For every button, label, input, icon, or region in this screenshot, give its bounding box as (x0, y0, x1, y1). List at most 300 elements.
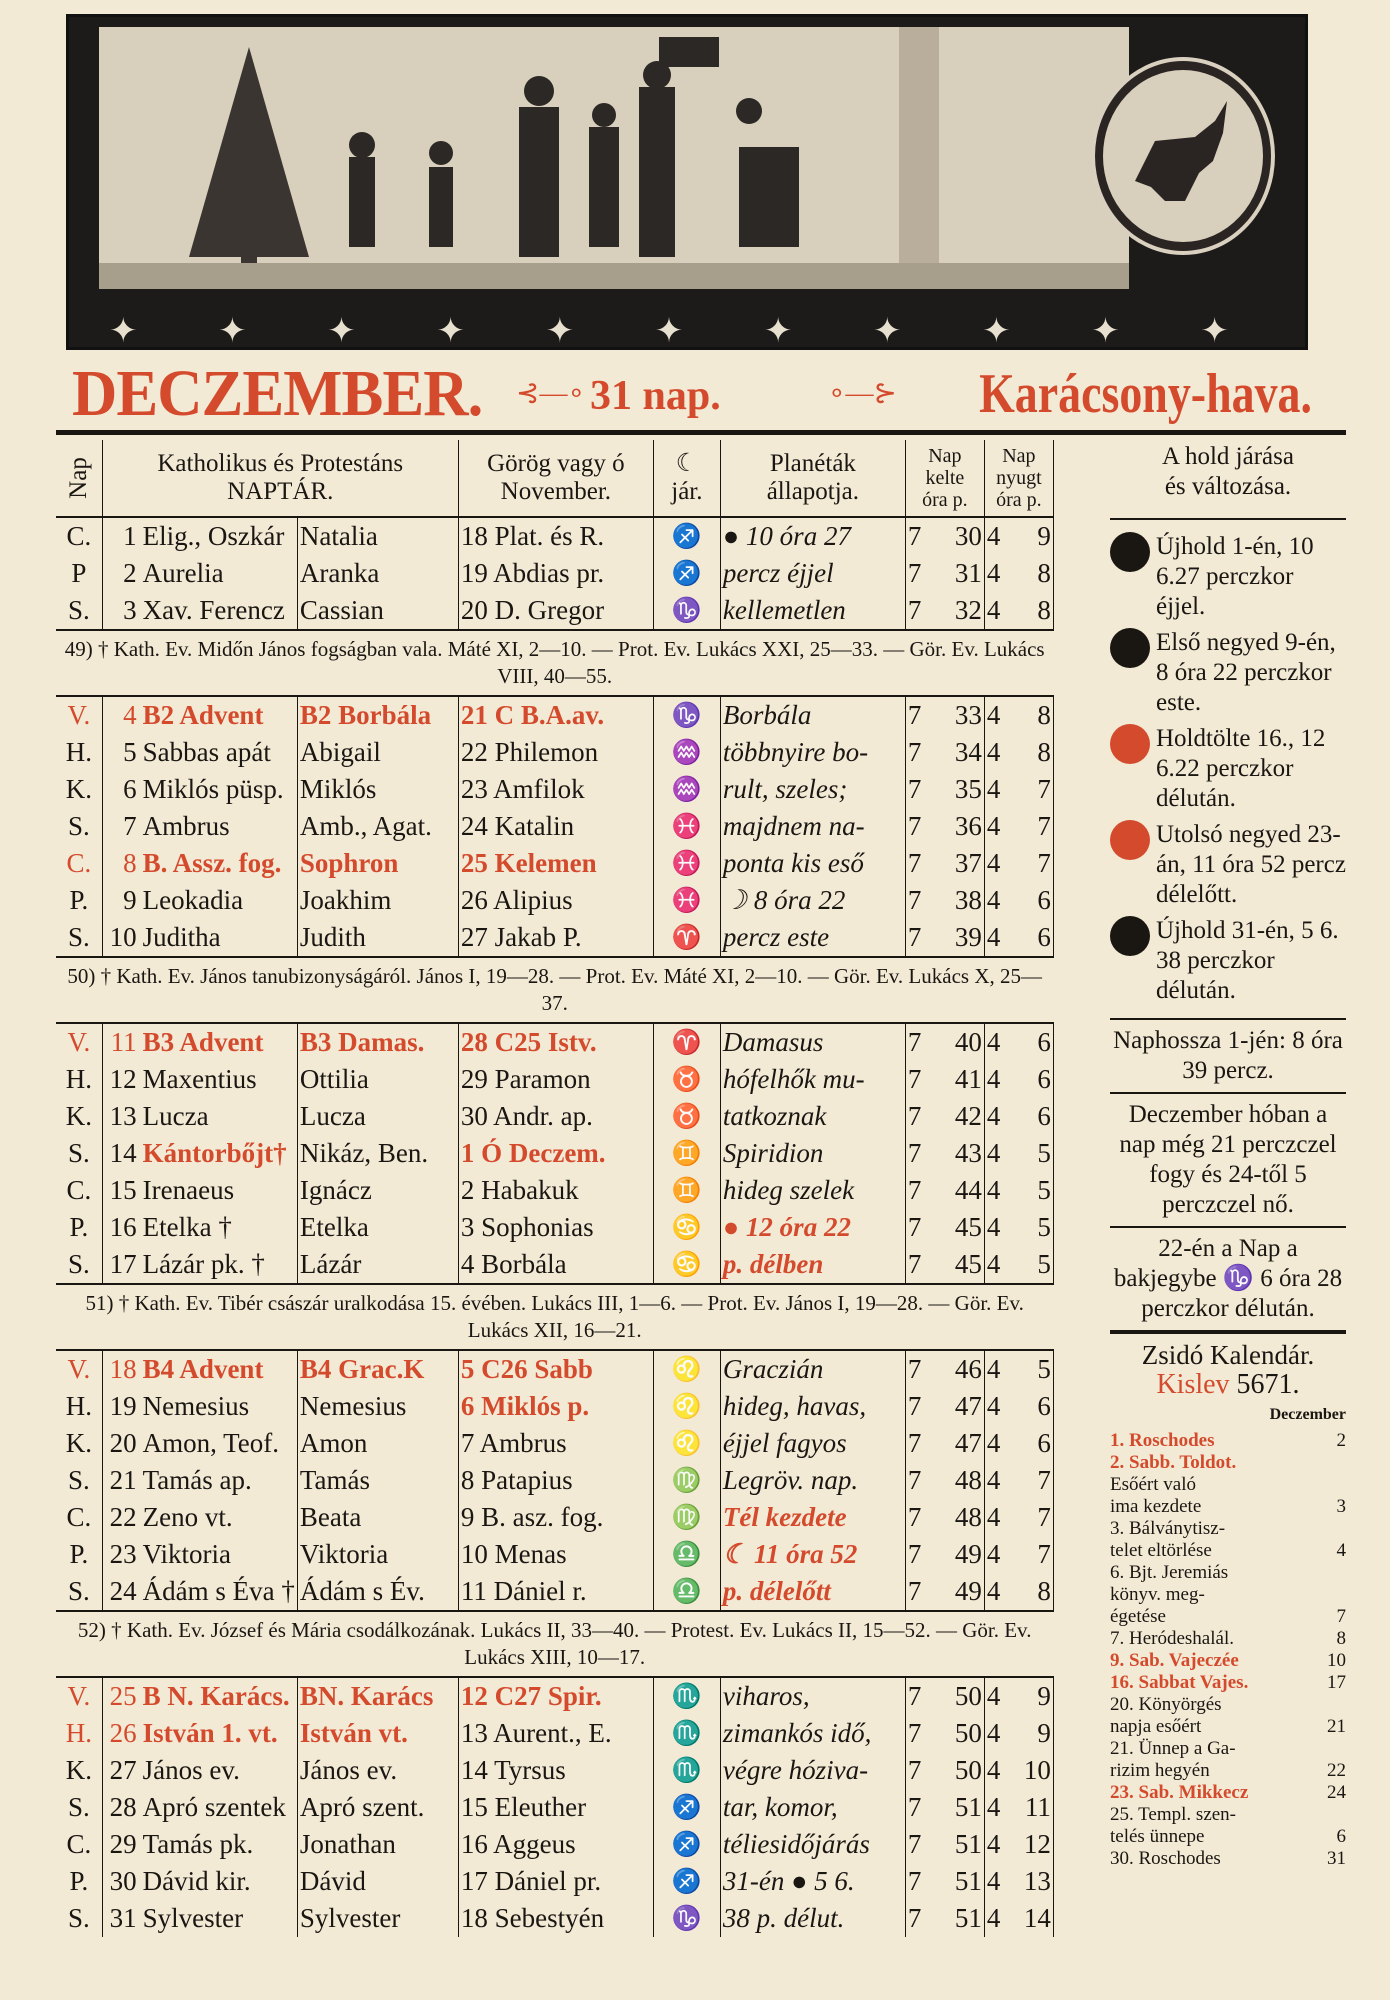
greek-cell: 16 Aggeus (458, 1826, 653, 1863)
protestant-cell: Nikáz, Ben. (297, 1135, 458, 1172)
table-row (56, 696, 1053, 734)
jewish-day: 4 (1336, 1540, 1346, 1561)
sunset-hour: 4 (984, 1209, 1019, 1246)
catholic-name: Tamás pk. (142, 1829, 254, 1859)
jewish-event: 1. Roschodes (1110, 1430, 1215, 1451)
table-row (56, 1350, 1053, 1388)
protestant-cell: Amb., Agat. (297, 808, 458, 845)
day-number: 2 (123, 558, 137, 588)
sunset-hour: 4 (984, 1462, 1019, 1499)
greek-cell: 24 Katalin (458, 808, 653, 845)
catholic-cell (102, 1462, 297, 1499)
weekday-cell: S. (56, 919, 102, 957)
protestant-cell: Miklós (297, 771, 458, 808)
planet-cell: Legröv. nap. (720, 1462, 905, 1499)
moon-phase-text: Újhold 1-én, 10 6.27 perczkor éjjel. (1156, 533, 1314, 620)
sunrise-hour: 7 (905, 1573, 940, 1611)
catholic-cell (102, 771, 297, 808)
gospel-note: 50) † Kath. Ev. János tanubizonyságáról. János I, 19—28. — Prot. Ev. Máté XI, 2—10. — Gör. Ev. Lukács X, 25—37. (56, 957, 1053, 1023)
col-planetak: Planéták állapotja. (720, 440, 905, 517)
catholic-name: Ádám s Éva † (142, 1576, 295, 1606)
moon-phase-list (1110, 520, 1346, 1020)
planet-cell: zimankós idő, (720, 1715, 905, 1752)
moon-phase-header (1110, 440, 1346, 520)
jewish-event: 3. Bálványtisz- (1110, 1518, 1226, 1539)
star-icon: ✦ (327, 313, 356, 350)
sunrise-min: 32 (954, 595, 982, 625)
gospel-note-row (56, 1611, 1053, 1677)
jewish-event: telés ünnepe (1110, 1826, 1205, 1847)
moon-phase-text: Első negyed 9-én, 8 óra 22 perczkor este. (1156, 629, 1336, 716)
sunrise-hour: 7 (905, 808, 940, 845)
sunset-hour: 4 (984, 1677, 1019, 1715)
jewish-day: 31 (1327, 1848, 1346, 1869)
protestant-cell: Ignácz (297, 1172, 458, 1209)
day-number: 19 (109, 1391, 137, 1421)
sunset-hour: 4 (984, 517, 1019, 555)
sunset-min: 9 (1019, 1715, 1054, 1752)
zodiac-icon: ♈ (653, 919, 720, 957)
sunset-hour: 4 (984, 1499, 1019, 1536)
sunrise-hour: 7 (905, 1135, 940, 1172)
catholic-name: Etelka † (142, 1212, 232, 1242)
jewish-list-item (1110, 1606, 1346, 1628)
jewish-list-item (1110, 1848, 1346, 1870)
greek-cell: 11 Dániel r. (458, 1573, 653, 1611)
sunrise-hour: 7 (905, 1023, 940, 1061)
sunset-min: 7 (1019, 808, 1054, 845)
day-number: 4 (123, 700, 137, 730)
greek-cell: 2 Habakuk (458, 1172, 653, 1209)
catholic-name: B3 Advent (142, 1027, 264, 1057)
sunrise-hour: 7 (905, 919, 940, 957)
sunrise-hour: 7 (905, 1172, 940, 1209)
protestant-cell: Amon (297, 1425, 458, 1462)
protestant-cell: Cassian (297, 592, 458, 630)
sunset-min: 8 (1019, 1573, 1054, 1611)
sunrise-hour: 7 (905, 734, 940, 771)
zodiac-icon: ♓ (653, 845, 720, 882)
planet-cell: téliesidőjárás (720, 1826, 905, 1863)
sunrise-min: 33 (954, 700, 982, 730)
protestant-cell: B2 Borbála (297, 696, 458, 734)
jewish-event: 25. Templ. szen- (1110, 1804, 1237, 1825)
jewish-day: 22 (1327, 1760, 1346, 1781)
protestant-cell: Lázár (297, 1246, 458, 1284)
sunset-hour: 4 (984, 696, 1019, 734)
jewish-list-item (1110, 1584, 1346, 1606)
zodiac-icon: ♐ (653, 517, 720, 555)
sunset-min: 9 (1019, 1677, 1054, 1715)
sunset-hour: 4 (984, 1135, 1019, 1172)
sunrise-min: 45 (954, 1249, 982, 1279)
greek-cell: 6 Miklós p. (458, 1388, 653, 1425)
sunset-min: 8 (1019, 696, 1054, 734)
sunset-min: 8 (1019, 555, 1054, 592)
zodiac-icon: ♋ (653, 1209, 720, 1246)
sunrise-hour: 7 (905, 1061, 940, 1098)
solstice-note: 22-én a Nap a bakjegybe ♑ 6 óra 28 perczkor délután. (1110, 1228, 1346, 1334)
catholic-cell (102, 1350, 297, 1388)
sunset-hour: 4 (984, 808, 1019, 845)
jewish-day: 17 (1327, 1672, 1346, 1693)
zodiac-icon: ♊ (653, 1135, 720, 1172)
catholic-name: Apró szentek (142, 1792, 286, 1822)
catholic-name: Amon, Teof. (142, 1428, 280, 1458)
planet-cell: éjjel fagyos (720, 1425, 905, 1462)
greek-cell: 29 Paramon (458, 1061, 653, 1098)
sunset-min: 7 (1019, 845, 1054, 882)
catholic-name: Sabbas apát (142, 737, 271, 767)
catholic-name: Sylvester (142, 1903, 244, 1933)
moon-phase-item (1110, 532, 1346, 622)
greek-cell: 25 Kelemen (458, 845, 653, 882)
jewish-day: 6 (1336, 1826, 1346, 1847)
sunrise-hour: 7 (905, 1246, 940, 1284)
jewish-list-item (1110, 1650, 1346, 1672)
sunrise-hour: 7 (905, 696, 940, 734)
zodiac-icon: ♏ (653, 1715, 720, 1752)
col-gorog: Görög vagy ó November. (458, 440, 653, 517)
protestant-cell: Apró szent. (297, 1789, 458, 1826)
planet-cell: Tél kezdete (720, 1499, 905, 1536)
protestant-cell: Nemesius (297, 1388, 458, 1425)
moon-phase-icon (1110, 532, 1150, 572)
planet-cell: hófelhők mu- (720, 1061, 905, 1098)
greek-cell: 4 Borbála (458, 1246, 653, 1284)
month-title-row (72, 356, 1312, 430)
zodiac-icon: ♐ (653, 1863, 720, 1900)
col-sunset: Nap nyugt óra p. (984, 440, 1053, 517)
sunrise-hour: 7 (905, 1752, 940, 1789)
sunrise-min: 49 (954, 1576, 982, 1606)
jewish-list-item (1110, 1738, 1346, 1760)
jewish-event: Esőért való (1110, 1474, 1197, 1495)
star-row (109, 315, 1229, 349)
sunset-min: 14 (1019, 1900, 1054, 1937)
catholic-cell (102, 555, 297, 592)
sunrise-hour: 7 (905, 845, 940, 882)
days-count: 31 nap. (590, 373, 721, 419)
weekday-cell: C. (56, 1826, 102, 1863)
table-row (56, 1061, 1053, 1098)
day-number: 9 (123, 885, 137, 915)
weekday-cell: V. (56, 1677, 102, 1715)
capricorn-medallion (1091, 57, 1275, 255)
table-row (56, 1752, 1053, 1789)
catholic-cell (102, 1499, 297, 1536)
sunrise-min: 51 (954, 1903, 982, 1933)
star-icon: ✦ (872, 313, 902, 350)
jewish-list (1110, 1430, 1346, 1870)
planet-cell: hideg szelek (720, 1172, 905, 1209)
sunset-hour: 4 (984, 734, 1019, 771)
weekday-cell: S. (56, 1573, 102, 1611)
star-icon: ✦ (436, 313, 465, 350)
planet-cell: kellemetlen (720, 592, 905, 630)
gospel-note-row (56, 957, 1053, 1023)
planet-cell: p. délben (720, 1246, 905, 1284)
table-row (56, 1388, 1053, 1425)
sunrise-min: 51 (954, 1792, 982, 1822)
zodiac-icon: ♏ (653, 1677, 720, 1715)
sunrise-min: 38 (954, 885, 982, 915)
jewish-day: 10 (1327, 1650, 1346, 1671)
sunset-hour: 4 (984, 1023, 1019, 1061)
zodiac-icon: ♑ (653, 696, 720, 734)
planet-cell: rult, szeles; (720, 771, 905, 808)
table-row (56, 1789, 1053, 1826)
table-row (56, 1826, 1053, 1863)
greek-cell: 21 C B.A.av. (458, 696, 653, 734)
protestant-cell: Etelka (297, 1209, 458, 1246)
table-row (56, 517, 1053, 555)
catholic-name: Viktoria (142, 1539, 232, 1569)
table-row (56, 734, 1053, 771)
sunrise-hour: 7 (905, 1462, 940, 1499)
jewish-list-item (1110, 1628, 1346, 1650)
catholic-name: Xav. Ferencz (142, 595, 285, 625)
day-number: 29 (109, 1829, 137, 1859)
month-title: DECZEMBER. (72, 357, 483, 430)
weekday-cell: P. (56, 882, 102, 919)
star-icon: ✦ (1200, 313, 1229, 350)
sunset-hour: 4 (984, 919, 1019, 957)
catholic-cell (102, 1246, 297, 1284)
greek-cell: 1 Ó Deczem. (458, 1135, 653, 1172)
jewish-list-item (1110, 1716, 1346, 1738)
sunrise-min: 50 (954, 1718, 982, 1748)
sunset-min: 6 (1019, 919, 1054, 957)
sidebar-subtitle: és változása. (1164, 473, 1292, 500)
sunset-hour: 4 (984, 1061, 1019, 1098)
jewish-list-item (1110, 1826, 1346, 1848)
day-number: 17 (109, 1249, 137, 1279)
sunrise-hour: 7 (905, 592, 940, 630)
zodiac-icon: ♌ (653, 1350, 720, 1388)
planet-cell: p. délelőtt (720, 1573, 905, 1611)
catholic-name: Irenaeus (142, 1175, 235, 1205)
planet-cell: Borbála (720, 696, 905, 734)
protestant-cell: Ottilia (297, 1061, 458, 1098)
jewish-event: 30. Roschodes (1110, 1848, 1221, 1869)
zodiac-icon: ♉ (653, 1061, 720, 1098)
weekday-cell: V. (56, 696, 102, 734)
planet-cell: többnyire bo- (720, 734, 905, 771)
moon-phase-item (1110, 628, 1346, 718)
day-number: 10 (109, 922, 137, 952)
sunset-hour: 4 (984, 1388, 1019, 1425)
catholic-name: Nemesius (142, 1391, 250, 1421)
jewish-list-item (1110, 1540, 1346, 1562)
catholic-name: Ambrus (142, 811, 230, 841)
jewish-month: Kislev (1156, 1369, 1230, 1400)
sunset-hour: 4 (984, 771, 1019, 808)
table-row (56, 1172, 1053, 1209)
catholic-cell (102, 1061, 297, 1098)
jewish-event: könyv. meg- (1110, 1584, 1205, 1605)
day-number: 24 (109, 1576, 137, 1606)
protestant-cell: Viktoria (297, 1536, 458, 1573)
day-number: 22 (109, 1502, 137, 1532)
catholic-name: Leokadia (142, 885, 244, 915)
greek-cell: 20 D. Gregor (458, 592, 653, 630)
sunset-min: 10 (1019, 1752, 1054, 1789)
weekday-cell: H. (56, 1388, 102, 1425)
protestant-cell: Natalia (297, 517, 458, 555)
jewish-day: 21 (1327, 1716, 1346, 1737)
weekday-cell: P. (56, 1209, 102, 1246)
sunset-min: 6 (1019, 1425, 1054, 1462)
sunrise-hour: 7 (905, 1677, 940, 1715)
jewish-event: napja esőért (1110, 1716, 1202, 1737)
jewish-calendar-title: Zsidó Kalendár. (1141, 1340, 1315, 1370)
day-number: 14 (109, 1138, 137, 1168)
sunset-hour: 4 (984, 1172, 1019, 1209)
protestant-cell: Sylvester (297, 1900, 458, 1937)
catholic-name: B N. Karács. (142, 1681, 290, 1711)
zodiac-icon: ♐ (653, 1789, 720, 1826)
zodiac-icon: ♈ (653, 1023, 720, 1061)
sunset-min: 6 (1019, 1388, 1054, 1425)
catholic-cell (102, 1677, 297, 1715)
planet-cell: Graczián (720, 1350, 905, 1388)
catholic-cell (102, 1863, 297, 1900)
weekday-cell: S. (56, 1789, 102, 1826)
table-row (56, 919, 1053, 957)
jewish-list-item (1110, 1672, 1346, 1694)
day-number: 16 (109, 1212, 137, 1242)
sunset-hour: 4 (984, 592, 1019, 630)
protestant-cell: Tamás (297, 1462, 458, 1499)
planet-cell: 31-én ● 5 6. (720, 1863, 905, 1900)
sunset-hour: 4 (984, 1536, 1019, 1573)
planet-cell: percz éjjel (720, 555, 905, 592)
sunset-min: 5 (1019, 1246, 1054, 1284)
weekday-cell: S. (56, 1462, 102, 1499)
sunrise-min: 37 (954, 848, 982, 878)
calendar-table (56, 440, 1054, 1937)
sunrise-hour: 7 (905, 1209, 940, 1246)
table-row (56, 1023, 1053, 1061)
zodiac-icon: ♍ (653, 1462, 720, 1499)
greek-cell: 14 Tyrsus (458, 1752, 653, 1789)
sunset-hour: 4 (984, 1350, 1019, 1388)
protestant-cell: Jonathan (297, 1826, 458, 1863)
sunrise-hour: 7 (905, 1098, 940, 1135)
star-icon: ✦ (654, 313, 684, 350)
day-number: 11 (110, 1027, 137, 1057)
planet-cell: majdnem na- (720, 808, 905, 845)
month-alt-name: Karácsony-hava. (979, 363, 1312, 425)
table-row (56, 1499, 1053, 1536)
day-number: 23 (109, 1539, 137, 1569)
moon-phase-icon (1110, 628, 1150, 668)
table-row (56, 1677, 1053, 1715)
zodiac-icon: ♊ (653, 1172, 720, 1209)
day-number: 26 (109, 1718, 137, 1748)
planet-cell: Damasus (720, 1023, 905, 1061)
moon-phase-icon (1110, 820, 1150, 860)
sunset-min: 6 (1019, 1098, 1054, 1135)
table-row (56, 1900, 1053, 1937)
zodiac-icon: ♑ (653, 592, 720, 630)
jewish-event: 23. Sab. Mikkecz (1110, 1782, 1249, 1803)
sunset-min: 12 (1019, 1826, 1054, 1863)
sidebar (1110, 440, 1346, 1870)
weekday-cell: S. (56, 1246, 102, 1284)
star-icon: ✦ (218, 313, 247, 350)
day-number: 18 (109, 1354, 137, 1384)
table-row (56, 592, 1053, 630)
greek-cell: 9 B. asz. fog. (458, 1499, 653, 1536)
jewish-event: 9. Sab. Vajeczée (1110, 1650, 1239, 1671)
day-number: 5 (123, 737, 137, 767)
greek-cell: 17 Dániel pr. (458, 1863, 653, 1900)
moon-phase-item (1110, 724, 1346, 814)
catholic-cell (102, 1425, 297, 1462)
weekday-cell: S. (56, 1135, 102, 1172)
sunrise-min: 39 (954, 922, 982, 952)
weekday-cell: H. (56, 734, 102, 771)
jewish-day: 3 (1336, 1496, 1346, 1517)
christmas-scene-image (99, 27, 1129, 289)
jewish-event: telet eltörlése (1110, 1540, 1212, 1561)
table-row (56, 555, 1053, 592)
day-number: 1 (123, 521, 137, 551)
jewish-event: 7. Heródeshalál. (1110, 1628, 1234, 1649)
jewish-day: 8 (1336, 1628, 1346, 1649)
sunrise-min: 35 (954, 774, 982, 804)
weekday-cell: V. (56, 1350, 102, 1388)
zodiac-icon: ♓ (653, 882, 720, 919)
planet-cell: ponta kis eső (720, 845, 905, 882)
sunset-min: 7 (1019, 1499, 1054, 1536)
sunrise-min: 47 (954, 1391, 982, 1421)
catholic-name: Elig., Oszkár (142, 521, 285, 551)
ornament-left-icon: ⊰—∘ (516, 378, 585, 409)
catholic-name: Aurelia (142, 558, 224, 588)
weekday-cell: K. (56, 1425, 102, 1462)
sunset-hour: 4 (984, 1752, 1019, 1789)
sunset-min: 5 (1019, 1135, 1054, 1172)
planet-cell: tatkoznak (720, 1098, 905, 1135)
greek-cell: 27 Jakab P. (458, 919, 653, 957)
catholic-cell (102, 1172, 297, 1209)
jewish-list-item (1110, 1694, 1346, 1716)
star-icon: ✦ (763, 313, 793, 350)
zodiac-icon: ♉ (653, 1098, 720, 1135)
catholic-cell (102, 592, 297, 630)
greek-cell: 7 Ambrus (458, 1425, 653, 1462)
day-number: 12 (109, 1064, 137, 1094)
catholic-cell (102, 882, 297, 919)
catholic-name: Zeno vt. (142, 1502, 233, 1532)
greek-cell: 5 C26 Sabb (458, 1350, 653, 1388)
jewish-day: 24 (1327, 1782, 1346, 1803)
catholic-cell (102, 808, 297, 845)
planet-cell: végre hóziva- (720, 1752, 905, 1789)
moon-phase-text: Holdtölte 16., 12 6.22 perczkor délután. (1156, 725, 1326, 812)
protestant-cell: Judith (297, 919, 458, 957)
planet-cell: ● 12 óra 22 (720, 1209, 905, 1246)
zodiac-icon: ♏ (653, 1752, 720, 1789)
catholic-name: B. Assz. fog. (142, 848, 282, 878)
jewish-event: égetése (1110, 1606, 1166, 1627)
sunrise-min: 50 (954, 1681, 982, 1711)
sunrise-min: 30 (954, 521, 982, 551)
greek-cell: 18 Plat. és R. (458, 517, 653, 555)
